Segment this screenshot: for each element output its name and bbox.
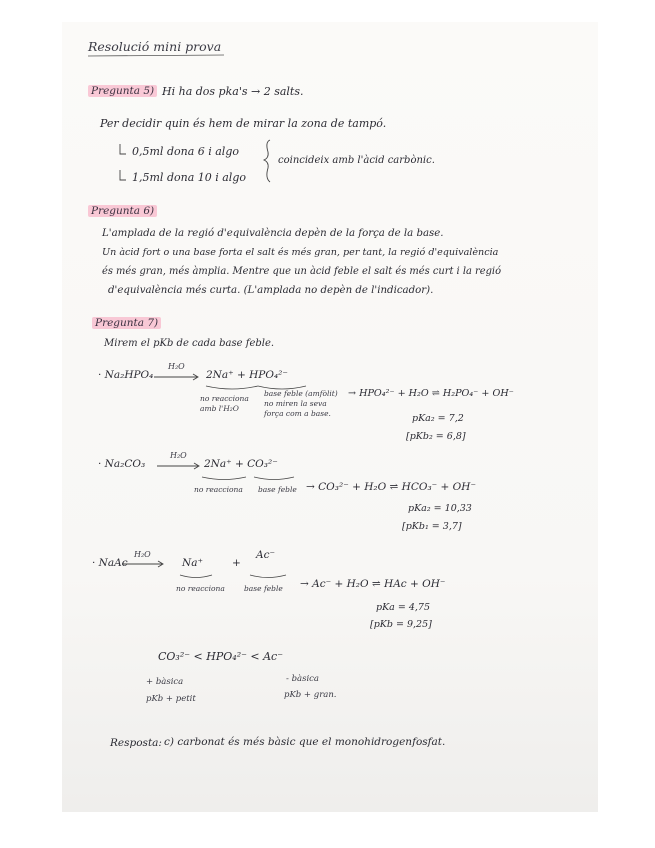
- reaction-3-arrow-label: H₂O: [134, 550, 151, 559]
- reaction-2-start: · Na₂CO₃: [98, 458, 146, 470]
- reaction-1-note-left-1: no reacciona: [200, 394, 249, 403]
- reaction-3-product-1: Na⁺: [182, 557, 203, 569]
- reaction-3-product-2: Ac⁻: [256, 549, 276, 561]
- answer-text: c) carbonat és més bàsic que el monohidrogenfosfat.: [164, 736, 446, 748]
- basicity-order: CO₃²⁻ < HPO₄²⁻ < Ac⁻: [158, 650, 284, 663]
- question-5-sub-1: 0,5ml dona 6 i algo: [132, 145, 239, 158]
- reaction-1-start: · Na₂HPO₄: [98, 369, 154, 381]
- question-5-line-1: Hi ha dos pka's → 2 salts.: [162, 85, 304, 98]
- question-7-tag: Pregunta 7): [92, 317, 161, 329]
- question-6-line-3: és més gran, més àmplia. Mentre que un àcid feble el salt és més curt i la regió: [102, 266, 502, 277]
- reaction-1-note-left-2: amb l'H₂O: [200, 404, 239, 413]
- question-5-sub-2: 1,5ml dona 10 i algo: [132, 171, 246, 184]
- reaction-2-products: 2Na⁺ + CO₃²⁻: [204, 458, 278, 470]
- reaction-3-pka: pKa = 4,75: [376, 602, 430, 613]
- reaction-2-equation: → CO₃²⁻ + H₂O ⇌ HCO₃⁻ + OH⁻: [306, 481, 476, 493]
- question-5-line-2: Per decidir quin és hem de mirar la zona de tampó.: [100, 117, 387, 130]
- reaction-3-note-mid: base feble: [244, 584, 283, 593]
- reaction-1-products: 2Na⁺ + HPO₄²⁻: [206, 369, 288, 381]
- reaction-3-start: · NaAc: [92, 557, 128, 569]
- reaction-3-equation: → Ac⁻ + H₂O ⇌ HAc + OH⁻: [300, 578, 446, 590]
- page-title: Resolució mini prova: [88, 39, 222, 54]
- question-6-line-2: Un àcid fort o una base forta el salt és més gran, per tant, la regió d'equivalència: [102, 247, 499, 258]
- question-7-intro: Mirem el pKb de cada base feble.: [104, 338, 275, 349]
- notebook-page: [62, 22, 598, 812]
- reaction-2-arrow-label: H₂O: [170, 451, 187, 460]
- reaction-1-equation: → HPO₄²⁻ + H₂O ⇌ H₂PO₄⁻ + OH⁻: [348, 388, 514, 399]
- reaction-2-pkb: [pKb₁ = 3,7]: [402, 521, 462, 532]
- order-left-note-2: pKb + petit: [146, 694, 196, 704]
- question-5-tag: Pregunta 5): [88, 85, 157, 97]
- question-6-tag: Pregunta 6): [88, 205, 157, 217]
- reaction-3-note-left: no reacciona: [176, 584, 225, 593]
- reaction-1-note-mid-1: base feble (amfòlit): [264, 389, 338, 398]
- order-left-note-1: + bàsica: [146, 677, 184, 687]
- reaction-1-arrow-label: H₂O: [168, 362, 185, 371]
- question-6-line-1: L'amplada de la regió d'equivalència depèn de la força de la base.: [102, 228, 444, 239]
- question-5-brace-note: coincideix amb l'àcid carbònic.: [278, 155, 435, 166]
- reaction-1-pkb: [pKb₂ = 6,8]: [406, 431, 466, 442]
- reaction-3-pkb: [pKb = 9,25]: [370, 619, 432, 630]
- reaction-3-plus: +: [232, 557, 241, 569]
- reaction-2-note-left: no reacciona: [194, 485, 243, 494]
- order-right-note-1: - bàsica: [286, 674, 319, 684]
- answer-label: Resposta:: [110, 737, 162, 749]
- reaction-2-pka: pKa₂ = 10,33: [408, 503, 472, 514]
- order-right-note-2: pKb + gran.: [284, 690, 337, 700]
- reaction-2-note-mid: base feble: [258, 485, 297, 494]
- reaction-1-note-mid-3: força com a base.: [264, 409, 331, 418]
- reaction-1-note-mid-2: no miren la seva: [264, 399, 327, 408]
- question-6-line-4: d'equivalència més curta. (L'amplada no depèn de l'indicador).: [108, 285, 434, 296]
- reaction-1-pka: pKa₂ = 7,2: [412, 413, 464, 424]
